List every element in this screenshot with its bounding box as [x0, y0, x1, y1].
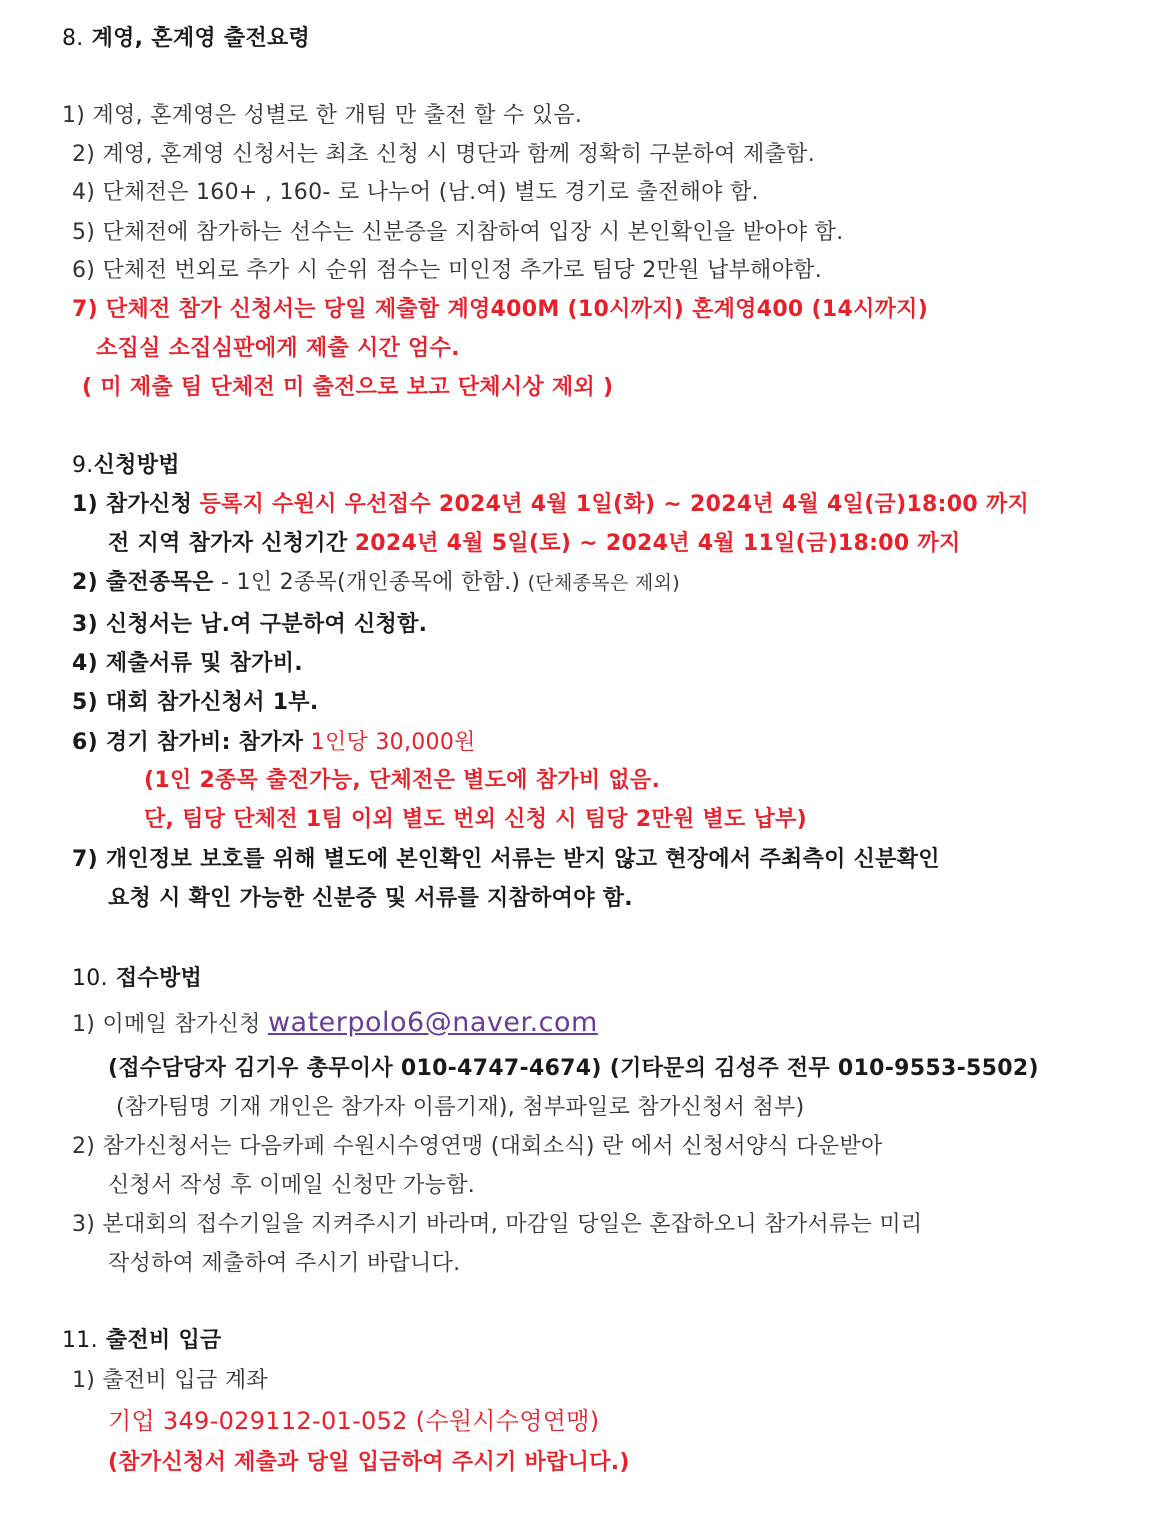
s9-line-1-b	[108, 529, 961, 559]
s9-line-1	[72, 490, 1029, 520]
s9-line-2-rest: - 1인 2종목(개인종목에 한함.)	[220, 570, 521, 595]
s9-line-6-c: 단, 팀당 단체전 1팀 이외 별도 번외 신청 시 팀당 2만원 별도 납부)	[144, 807, 807, 832]
s11-bank-account: 기업 349-029112-01-052 (수원시수영연맹)	[108, 1407, 600, 1435]
section-8-heading	[62, 24, 310, 54]
s10-line-1	[72, 1008, 598, 1040]
s9-line-7: 7) 개인정보 보호를 위해 별도에 본인확인 서류는 받지 않고 현장에서 주최측이 신분확인	[72, 847, 940, 872]
s8-line-6: 6) 단체전 번외로 추가 시 순위 점수는 미인정 추가로 팀당 2만원 납부해야함.	[72, 258, 823, 283]
section-10-title: 접수방법	[115, 966, 203, 991]
s8-line-7: 7) 단체전 참가 신청서는 당일 제출함 계영400M (10시까지) 혼계영400 (14시까지)	[72, 297, 929, 322]
s10-line-3-b: 작성하여 제출하여 주시기 바랍니다.	[108, 1251, 461, 1276]
s8-line-2: 2) 계영, 혼계영 신청서는 최초 신청 시 명단과 함께 정확히 구분하여 제출함.	[72, 142, 816, 167]
section-11-title: 출전비 입금	[105, 1328, 222, 1353]
s9-line-6-label: 6) 경기 참가비: 참가자	[72, 730, 304, 755]
s10-line-3: 3) 본대회의 접수기일을 지켜주시기 바라며, 마감일 당일은 혼잡하오니 참가서류는 미리	[72, 1212, 923, 1237]
s8-line-1: 1) 계영, 혼계영은 성별로 한 개팀 만 출전 할 수 있음.	[62, 103, 583, 128]
s8-line-7-c: ( 미 제출 팀 단체전 미 출전으로 보고 단체시상 제외 )	[82, 375, 614, 400]
s10-line-1-label: 1) 이메일 참가신청	[72, 1012, 261, 1037]
section-9-number: 9.	[72, 453, 94, 478]
s9-line-5: 5) 대회 참가신청서 1부.	[72, 690, 319, 715]
section-11-heading	[62, 1326, 222, 1356]
s11-line-1-c: (참가신청서 제출과 당일 입금하여 주시기 바랍니다.)	[108, 1450, 630, 1475]
section-10-heading	[72, 964, 202, 994]
section-9-title: 신청방법	[93, 453, 180, 478]
s9-line-2	[72, 568, 680, 598]
s9-line-6	[72, 728, 476, 758]
s9-line-6-b: (1인 2종목 출전가능, 단체전은 별도에 참가비 없음.	[144, 768, 661, 793]
s9-line-2-label: 2) 출전종목은	[72, 570, 214, 595]
s8-line-4: 4) 단체전은 160+ , 160- 로 나누어 (남.여) 별도 경기로 출전해야 함.	[72, 180, 759, 205]
s8-line-5: 5) 단체전에 참가하는 선수는 신분증을 지참하여 입장 시 본인확인을 받아야 함.	[72, 220, 844, 245]
s8-line-7-b: 소집실 소집심판에게 제출 시간 엄수.	[96, 336, 460, 361]
section-10-number: 10.	[72, 966, 108, 991]
s10-line-1-c: (참가팀명 기재 개인은 참가자 이름기재), 첨부파일로 참가신청서 첨부)	[116, 1095, 805, 1120]
s9-line-1-b-label: 전 지역 참가자 신청기간	[108, 531, 348, 556]
s9-line-1-dates: 등록지 수원시 우선접수 2024년 4월 1일(화) ~ 2024년 4월 4일(금)18:00 까지	[199, 492, 1030, 517]
s10-line-2: 2) 참가신청서는 다음카페 수원시수영연맹 (대회소식) 란 에서 신청서양식 다운받아	[72, 1134, 883, 1159]
s9-line-2-note: (단체종목은 제외)	[527, 572, 680, 594]
section-11-number: 11.	[62, 1328, 98, 1353]
s9-line-4: 4) 제출서류 및 참가비.	[72, 651, 303, 676]
s9-line-7-b: 요청 시 확인 가능한 신분증 및 서류를 지참하여야 함.	[108, 886, 633, 911]
s10-line-2-b: 신청서 작성 후 이메일 신청만 가능함.	[108, 1173, 476, 1198]
section-9-heading	[72, 451, 180, 481]
s9-line-1-b-dates: 2024년 4월 5일(토) ~ 2024년 4월 11일(금)18:00 까지	[354, 531, 961, 556]
s10-line-1-b: (접수담당자 김기우 총무이사 010-4747-4674) (기타문의 김성주 전무 010-9553-5502)	[108, 1056, 1039, 1081]
s11-line-1: 1) 출전비 입금 계좌	[72, 1368, 268, 1393]
section-8-title: 계영, 혼계영 출전요령	[91, 26, 311, 51]
section-8-number: 8.	[62, 26, 84, 51]
s9-line-1-label: 1) 참가신청	[72, 492, 193, 517]
s9-line-3: 3) 신청서는 남.여 구분하여 신청함.	[72, 612, 428, 637]
s9-line-6-fee: 1인당 30,000원	[310, 730, 476, 755]
email-link[interactable]: waterpolo6@naver.com	[267, 1007, 598, 1038]
